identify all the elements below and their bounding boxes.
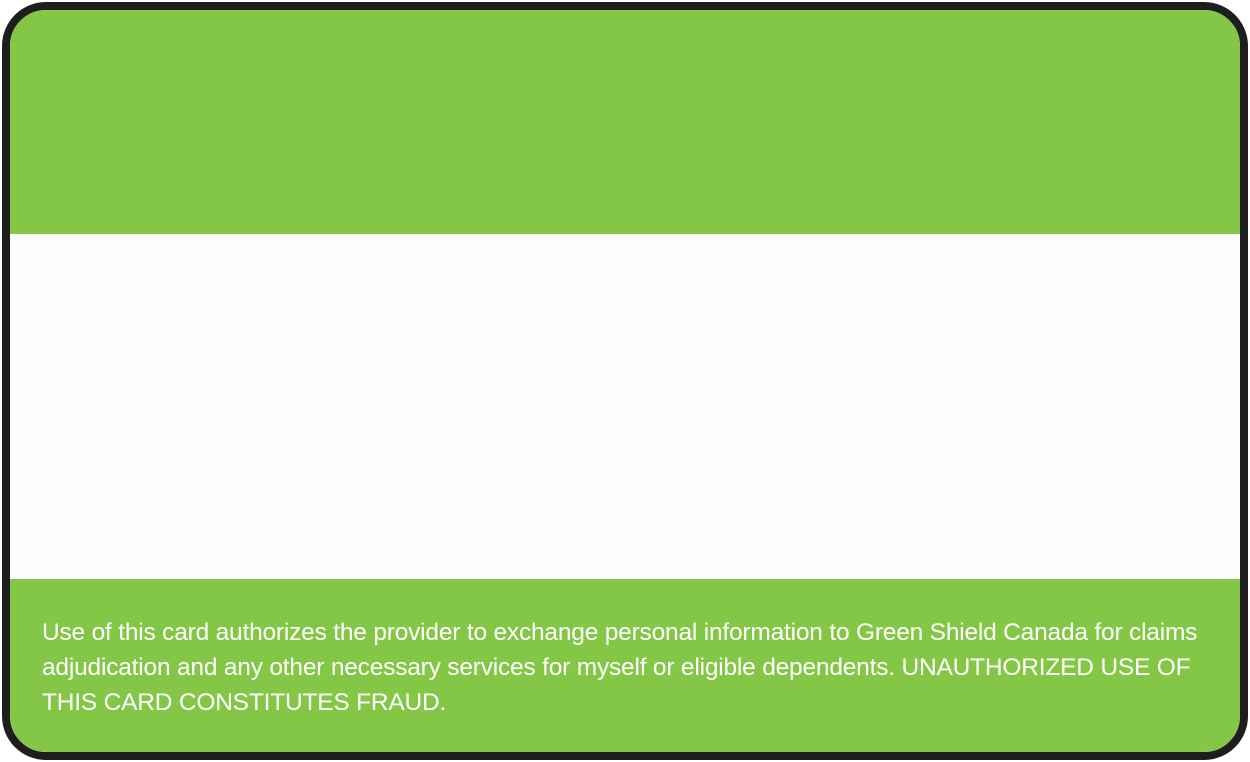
card-disclaimer-text: Use of this card authorizes the provider to exchange personal information to Green Shield Canada for claims adjudication and any other necessary services for myself or eligible dependents. UNAUTHORIZED USE OF THIS CARD CONSTITUTES FRAUD. [42, 619, 1198, 716]
bottom-green-band [10, 579, 1240, 760]
white-panel [10, 234, 1240, 579]
top-green-band [10, 10, 1240, 234]
insurance-card-back [2, 2, 1248, 760]
